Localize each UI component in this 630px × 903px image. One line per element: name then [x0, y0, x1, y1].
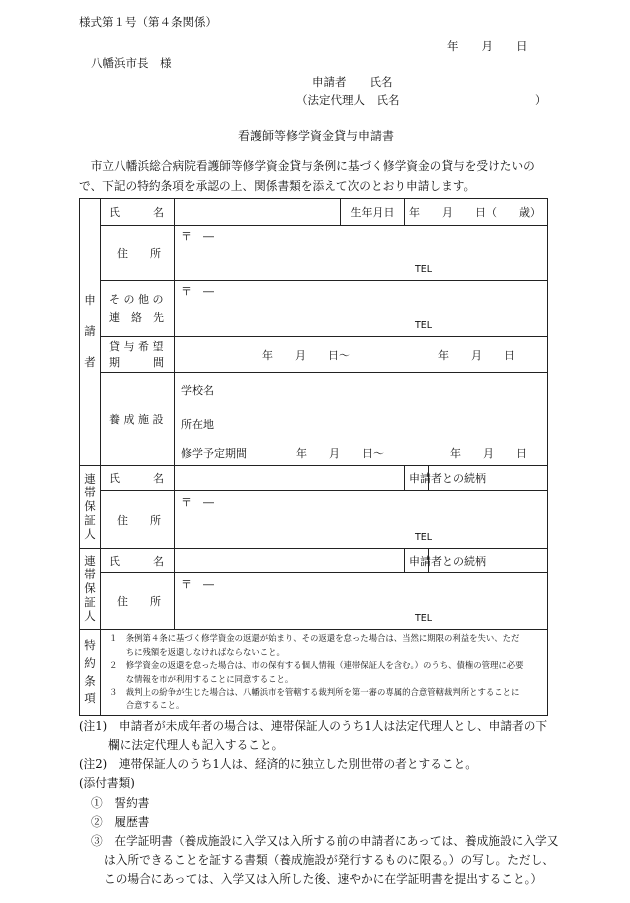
loan-period-label: 貸 与 希 望 期 間: [101, 337, 175, 373]
legal-rep-close: ）: [535, 93, 547, 107]
guarantor-2-address-label: 住 所: [101, 573, 175, 630]
attachment-3-line-2: は入所できることを証する書類（養成施設が発行するものに限る。）の写し。ただし、: [104, 853, 554, 867]
special-term-line: 合意すること。: [109, 700, 185, 711]
special-terms-content: [101, 630, 548, 716]
applicant-name-label: 申請者 氏名: [312, 75, 393, 89]
legal-rep-label: （法定代理人 氏名: [296, 93, 400, 107]
guarantor-2-name-label: 氏 名: [101, 549, 175, 573]
date-line: 年 月 日: [447, 39, 528, 53]
postal-mark: 〒 ―: [181, 285, 214, 298]
school-label: 養 成 施 設: [101, 373, 175, 466]
postal-mark: 〒 ―: [181, 230, 214, 243]
postal-mark: 〒 ―: [181, 578, 214, 591]
note-2: (注2) 連帯保証人のうち1人は、経済的に独立した別世帯の者とすること。: [79, 757, 477, 771]
addressee: 八幡浜市長 様: [91, 56, 172, 70]
study-period-value: 年 月 日～ 年 月 日: [296, 446, 527, 460]
guarantor-2-name-field[interactable]: [175, 549, 405, 573]
guarantor-1-name-field[interactable]: [175, 466, 405, 491]
special-term-line: １ 条例第４条に基づく修学資金の返還が始まり、その返還を怠った場合は、当然に期限の利益を失い、ただ: [109, 633, 520, 644]
attachment-3-line-1: ③ 在学証明書（養成施設に入学又は入所する前の申請者にあっては、養成施設に入学又: [91, 834, 559, 848]
note-1-line-2: 欄に法定代理人も記入すること。: [108, 738, 284, 752]
applicant-address-field[interactable]: [175, 226, 548, 281]
school-name-field[interactable]: 学校名: [175, 373, 548, 407]
applicant-name-label-cell: 氏 名: [101, 199, 175, 226]
birth-date-field[interactable]: 年 月 日（ 歳）: [405, 199, 548, 226]
applicant-section-label: 申 請 者: [80, 199, 101, 466]
attachment-2: ② 履歴書: [91, 815, 150, 829]
birth-date-label: 生年月日: [341, 199, 405, 226]
other-contact-label: そ の 他 の 連 絡 先: [101, 281, 175, 337]
applicant-name-field[interactable]: [175, 199, 341, 226]
guarantor-1-address-field[interactable]: [175, 491, 548, 549]
special-term-line: な情報を市が利用することに同意すること。: [109, 673, 294, 684]
intro-line-1: 市立八幡浜総合病院看護師等修学資金貸与条例に基づく修学資金の貸与を受けたいの: [79, 159, 535, 173]
guarantor-1-section-label: 連 帯 保 証 人: [80, 466, 101, 549]
special-terms-section-label: 特 約 条 項: [80, 630, 101, 716]
guarantor-1-name-label: 氏 名: [101, 466, 175, 491]
tel-label: TEL: [415, 264, 433, 275]
applicant-address-label: 住 所: [101, 226, 175, 281]
postal-mark: 〒 ―: [181, 496, 214, 509]
special-term-line: ちに残額を返還しなければならないこと。: [109, 646, 285, 657]
attachment-3-line-3: この場合にあっては、入学又は入所した後、速やかに在学証明書を提出すること。）: [104, 872, 543, 886]
tel-label: TEL: [415, 613, 433, 624]
special-term-line: ３ 裁判上の紛争が生じた場合は、八幡浜市を管轄する裁判所を第一審の専属的合意管轄裁判所とすることに: [109, 686, 520, 697]
application-form-table: [79, 198, 548, 716]
guarantor-2-address-field[interactable]: [175, 573, 548, 630]
study-period-field[interactable]: [175, 441, 548, 466]
intro-line-2: で、下記の特約条項を承認の上、関係書類を添えて次のとおり申請します。: [79, 179, 476, 193]
study-period-label: 修学予定期間: [181, 446, 247, 460]
special-term-line: ２ 修学資金の返還を怠った場合は、市の保有する個人情報（連帯保証人を含む。）のうち、債権の管理に必要: [109, 660, 524, 671]
other-contact-field[interactable]: [175, 281, 548, 337]
document-title: 看護師等修学資金貸与申請書: [238, 129, 395, 143]
attachment-1: ① 誓約書: [91, 796, 150, 810]
school-location-field[interactable]: 所在地: [175, 407, 548, 441]
guarantor-1-relation-label: 申請者との続柄: [405, 466, 429, 491]
guarantor-2-section-label: 連 帯 保 証 人: [80, 549, 101, 630]
form-number: 様式第１号（第４条関係）: [79, 15, 217, 29]
tel-label: TEL: [415, 532, 433, 543]
tel-label: TEL: [415, 320, 433, 331]
attachments-label: (添付書類): [79, 776, 135, 790]
loan-period-field[interactable]: 年 月 日～ 年 月 日: [175, 337, 548, 373]
guarantor-2-relation-label: 申請者との続柄: [405, 549, 429, 573]
note-1-line-1: (注1) 申請者が未成年者の場合は、連帯保証人のうち1人は法定代理人とし、申請者の下: [79, 719, 548, 733]
guarantor-1-address-label: 住 所: [101, 491, 175, 549]
